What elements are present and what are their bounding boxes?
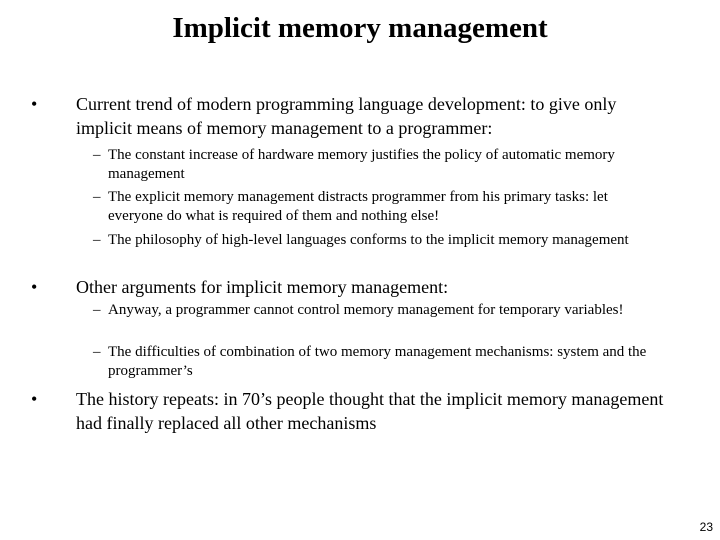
- sub-bullet-item: [93, 188, 663, 226]
- slide-title: Implicit memory management: [172, 12, 548, 44]
- bullet-text: Current trend of modern programming language development: to give only implicit means of memory management to a programmer:: [76, 94, 617, 138]
- sub-bullet-text: The constant increase of hardware memory justifies the policy of automatic memory management: [108, 147, 615, 182]
- sub-bullet-item: [93, 301, 663, 320]
- sub-bullet-text: Anyway, a programmer cannot control memory management for temporary variables!: [108, 302, 624, 318]
- sub-bullet-text: The philosophy of high-level languages conforms to the implicit memory management: [108, 232, 629, 248]
- sub-bullet-marker: –: [93, 302, 101, 318]
- sub-bullet-marker: –: [93, 147, 101, 163]
- bullet-marker: •: [31, 94, 38, 114]
- sub-bullet-marker: –: [93, 232, 101, 248]
- sub-bullet-text: The explicit memory management distracts programmer from his primary tasks: let everyone do what is required of them and nothing else!: [108, 189, 608, 224]
- bullet-marker: •: [31, 389, 38, 409]
- sub-bullet-marker: –: [93, 189, 101, 205]
- sub-bullet-text: The difficulties of combination of two memory management mechanisms: system and the programmer’s: [108, 344, 647, 379]
- bullet-text: The history repeats: in 70’s people thought that the implicit memory management had finally replaced all other mechanisms: [76, 389, 664, 433]
- bullet-marker: •: [31, 277, 38, 297]
- sub-bullet-item: [93, 343, 663, 381]
- sub-bullet-item: [93, 146, 663, 184]
- page-number: 23: [699, 520, 713, 534]
- sub-bullet-item: [93, 231, 663, 250]
- bullet-item: [31, 92, 671, 140]
- sub-bullet-marker: –: [93, 344, 101, 360]
- bullet-text: Other arguments for implicit memory management:: [76, 277, 449, 297]
- bullet-item: [31, 275, 671, 299]
- bullet-item: [31, 387, 671, 435]
